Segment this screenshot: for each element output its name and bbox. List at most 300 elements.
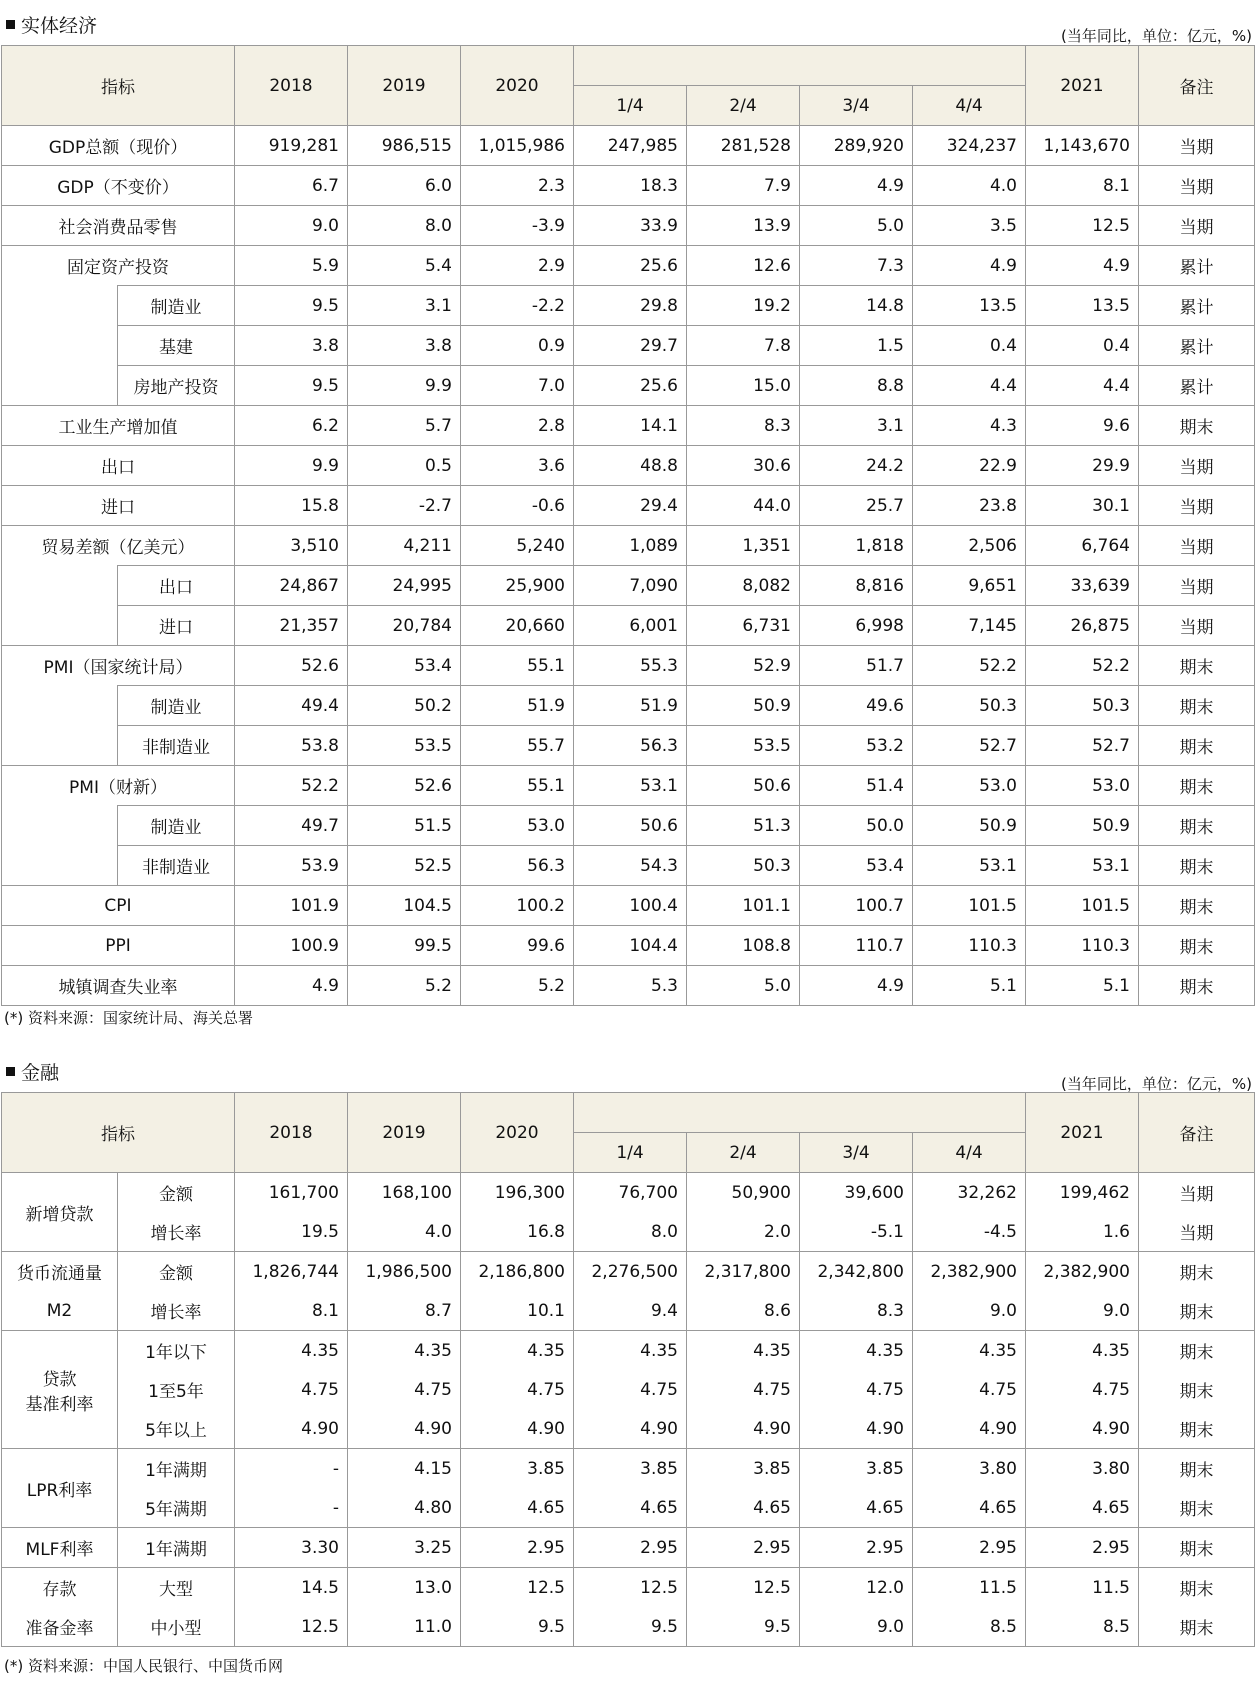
value-cell: 53.4: [800, 846, 913, 886]
value-cell: 4.75: [913, 1370, 1026, 1409]
value-cell: 76,700: [574, 1173, 687, 1213]
value-cell: 0.4: [913, 326, 1026, 366]
value-cell: 14.1: [574, 406, 687, 446]
value-cell: 3.1: [800, 406, 913, 446]
value-cell: 53.0: [1026, 766, 1139, 806]
value-cell: 196,300: [461, 1173, 574, 1213]
value-cell: 4.4: [1026, 366, 1139, 406]
value-cell: 29.8: [574, 286, 687, 326]
value-cell: 3.8: [348, 326, 461, 366]
note-cell: 期末: [1139, 406, 1255, 446]
table-row: [2, 1607, 1255, 1647]
value-cell: 14.5: [235, 1568, 348, 1608]
indent-cell: [2, 846, 118, 886]
note-cell: 累计: [1139, 246, 1255, 286]
value-cell: 2,342,800: [800, 1252, 913, 1292]
section-title-text: 金融: [21, 1062, 60, 1084]
row-sub-label: 金额: [118, 1173, 235, 1213]
note-cell: 期末: [1139, 1291, 1255, 1331]
value-cell: 247,985: [574, 126, 687, 166]
value-cell: 5.2: [348, 966, 461, 1006]
value-cell: 4.80: [348, 1488, 461, 1528]
value-cell: 50.2: [348, 686, 461, 726]
value-cell: 1,089: [574, 526, 687, 566]
value-cell: 9.0: [235, 206, 348, 246]
row-sub-label: 1年满期: [118, 1449, 235, 1489]
value-cell: 6.7: [235, 166, 348, 206]
value-cell: 12.6: [687, 246, 800, 286]
value-cell: 51.7: [800, 646, 913, 686]
value-cell: 4.9: [913, 246, 1026, 286]
row-label: PMI（财新）: [2, 766, 235, 806]
value-cell: 289,920: [800, 126, 913, 166]
value-cell: 54.3: [574, 846, 687, 886]
value-cell: 8.1: [1026, 166, 1139, 206]
value-cell: 5.0: [687, 966, 800, 1006]
table-row: [2, 126, 1255, 166]
value-cell: 9.9: [235, 446, 348, 486]
value-cell: 5.7: [348, 406, 461, 446]
table-row: [2, 926, 1255, 966]
header-indicator: 指标: [2, 46, 235, 126]
value-cell: 110.7: [800, 926, 913, 966]
note-cell: 当期: [1139, 606, 1255, 646]
value-cell: 51.3: [687, 806, 800, 846]
value-cell: 53.5: [348, 726, 461, 766]
table-row: [2, 1291, 1255, 1331]
value-cell: 4.35: [461, 1331, 574, 1371]
value-cell: 4.65: [913, 1488, 1026, 1528]
header-2021: 2021: [1026, 1093, 1139, 1173]
row-sub-label: 1至5年: [118, 1370, 235, 1409]
value-cell: 8,816: [800, 566, 913, 606]
value-cell: 2.9: [461, 246, 574, 286]
row-label: 固定资产投资: [2, 246, 235, 286]
value-cell: 56.3: [574, 726, 687, 766]
value-cell: 100.9: [235, 926, 348, 966]
value-cell: 11.5: [913, 1568, 1026, 1608]
value-cell: 49.6: [800, 686, 913, 726]
group-label-line: 准备金率: [2, 1607, 118, 1647]
square-bullet-icon: [6, 1067, 15, 1076]
table-row: [2, 206, 1255, 246]
note-cell: 期末: [1139, 726, 1255, 766]
value-cell: 2.95: [800, 1528, 913, 1568]
value-cell: 44.0: [687, 486, 800, 526]
table-row: [2, 966, 1255, 1006]
value-cell: 13.5: [913, 286, 1026, 326]
value-cell: 9.5: [235, 286, 348, 326]
value-cell: 55.1: [461, 646, 574, 686]
row-label: 工业生产增加值: [2, 406, 235, 446]
value-cell: 101.5: [913, 886, 1026, 926]
value-cell: 33.9: [574, 206, 687, 246]
value-cell: 52.2: [913, 646, 1026, 686]
value-cell: 51.9: [461, 686, 574, 726]
value-cell: 4.35: [800, 1331, 913, 1371]
table-row: [2, 406, 1255, 446]
value-cell: -5.1: [800, 1212, 913, 1252]
value-cell: 281,528: [687, 126, 800, 166]
value-cell: 4.90: [687, 1409, 800, 1449]
header-q2: 2/4: [687, 86, 800, 126]
value-cell: 6.0: [348, 166, 461, 206]
value-cell: 2.8: [461, 406, 574, 446]
header-2020: 2020: [461, 46, 574, 126]
row-sub-label: 增长率: [118, 1291, 235, 1331]
value-cell: 4.9: [800, 966, 913, 1006]
value-cell: 25.7: [800, 486, 913, 526]
value-cell: 4.75: [461, 1370, 574, 1409]
value-cell: 11.5: [1026, 1568, 1139, 1608]
value-cell: 9.4: [574, 1291, 687, 1331]
note-cell: 期末: [1139, 1409, 1255, 1449]
row-sub-label: 5年满期: [118, 1488, 235, 1528]
header-quarter-span: [574, 1093, 1026, 1133]
note-cell: 当期: [1139, 526, 1255, 566]
value-cell: 50.3: [1026, 686, 1139, 726]
note-cell: 期末: [1139, 1331, 1255, 1371]
indent-cell: [2, 326, 118, 366]
value-cell: 4.35: [348, 1331, 461, 1371]
value-cell: 50.9: [687, 686, 800, 726]
value-cell: 4.9: [1026, 246, 1139, 286]
value-cell: 6,764: [1026, 526, 1139, 566]
value-cell: 104.4: [574, 926, 687, 966]
value-cell: 110.3: [913, 926, 1026, 966]
value-cell: 4.90: [235, 1409, 348, 1449]
note-cell: 期末: [1139, 886, 1255, 926]
value-cell: 13.0: [348, 1568, 461, 1608]
row-label: 贸易差额（亿美元）: [2, 526, 235, 566]
value-cell: 53.4: [348, 646, 461, 686]
value-cell: 100.7: [800, 886, 913, 926]
value-cell: 32,262: [913, 1173, 1026, 1213]
header-q3: 3/4: [800, 86, 913, 126]
value-cell: 3,510: [235, 526, 348, 566]
note-cell: 期末: [1139, 1528, 1255, 1568]
value-cell: -2.2: [461, 286, 574, 326]
table-row: [2, 1252, 1255, 1292]
value-cell: 11.0: [348, 1607, 461, 1647]
table-row: [2, 246, 1255, 286]
value-cell: 52.9: [687, 646, 800, 686]
value-cell: 52.7: [913, 726, 1026, 766]
value-cell: 9.5: [687, 1607, 800, 1647]
value-cell: 4.3: [913, 406, 1026, 446]
square-bullet-icon: [6, 20, 15, 29]
value-cell: 51.5: [348, 806, 461, 846]
note-cell: 期末: [1139, 686, 1255, 726]
value-cell: 1,351: [687, 526, 800, 566]
value-cell: 168,100: [348, 1173, 461, 1213]
value-cell: 23.8: [913, 486, 1026, 526]
table-row: [2, 446, 1255, 486]
group-label-line: 存款: [2, 1568, 118, 1608]
value-cell: 8.3: [687, 406, 800, 446]
value-cell: 99.6: [461, 926, 574, 966]
value-cell: 12.5: [461, 1568, 574, 1608]
group-label: [2, 1331, 118, 1449]
table-row: [2, 1409, 1255, 1449]
row-label: 出口: [2, 446, 235, 486]
value-cell: 7.0: [461, 366, 574, 406]
value-cell: 4.75: [800, 1370, 913, 1409]
value-cell: 2.95: [1026, 1528, 1139, 1568]
value-cell: 4.9: [235, 966, 348, 1006]
header-2019: 2019: [348, 1093, 461, 1173]
value-cell: 3.6: [461, 446, 574, 486]
value-cell: 53.9: [235, 846, 348, 886]
value-cell: 3.85: [800, 1449, 913, 1489]
note-cell: 当期: [1139, 126, 1255, 166]
value-cell: 6,001: [574, 606, 687, 646]
value-cell: 4.65: [574, 1488, 687, 1528]
row-sub-label: 制造业: [118, 286, 235, 326]
row-label: GDP总额（现价）: [2, 126, 235, 166]
value-cell: 21,357: [235, 606, 348, 646]
value-cell: 3.5: [913, 206, 1026, 246]
value-cell: 110.3: [1026, 926, 1139, 966]
value-cell: 4.0: [913, 166, 1026, 206]
header-2019: 2019: [348, 46, 461, 126]
value-cell: 5.3: [574, 966, 687, 1006]
value-cell: 3.30: [235, 1528, 348, 1568]
note-cell: 当期: [1139, 486, 1255, 526]
value-cell: 3.1: [348, 286, 461, 326]
value-cell: 9.5: [235, 366, 348, 406]
value-cell: 49.4: [235, 686, 348, 726]
value-cell: 2.95: [687, 1528, 800, 1568]
value-cell: 7.8: [687, 326, 800, 366]
value-cell: 19.2: [687, 286, 800, 326]
value-cell: 52.2: [235, 766, 348, 806]
note-cell: 期末: [1139, 1607, 1255, 1647]
value-cell: 919,281: [235, 126, 348, 166]
value-cell: 12.5: [687, 1568, 800, 1608]
row-sub-label: 进口: [118, 606, 235, 646]
value-cell: 24.2: [800, 446, 913, 486]
value-cell: 0.5: [348, 446, 461, 486]
value-cell: 25.6: [574, 366, 687, 406]
value-cell: 55.7: [461, 726, 574, 766]
value-cell: 50.3: [687, 846, 800, 886]
value-cell: 53.1: [1026, 846, 1139, 886]
value-cell: 50.9: [1026, 806, 1139, 846]
value-cell: -0.6: [461, 486, 574, 526]
value-cell: 8.6: [687, 1291, 800, 1331]
value-cell: 3.8: [235, 326, 348, 366]
value-cell: 53.0: [913, 766, 1026, 806]
value-cell: 4.65: [1026, 1488, 1139, 1528]
unit-note: (当年同比，单位：亿元，%): [1061, 27, 1252, 45]
table-row: [2, 526, 1255, 566]
value-cell: 20,784: [348, 606, 461, 646]
table-row: [2, 486, 1255, 526]
table-row: [2, 646, 1255, 686]
value-cell: 108.8: [687, 926, 800, 966]
value-cell: 1,826,744: [235, 1252, 348, 1292]
value-cell: 5,240: [461, 526, 574, 566]
table-row: [2, 1449, 1255, 1489]
row-label: CPI: [2, 886, 235, 926]
value-cell: 14.8: [800, 286, 913, 326]
value-cell: 9.6: [1026, 406, 1139, 446]
header-2020: 2020: [461, 1093, 574, 1173]
value-cell: -2.7: [348, 486, 461, 526]
value-cell: 4.90: [348, 1409, 461, 1449]
value-cell: 2,506: [913, 526, 1026, 566]
row-label: GDP（不变价）: [2, 166, 235, 206]
value-cell: 9.5: [574, 1607, 687, 1647]
header-q1: 1/4: [574, 1133, 687, 1173]
table-row: [2, 846, 1255, 886]
value-cell: 4.90: [1026, 1409, 1139, 1449]
header-quarter-span: [574, 46, 1026, 86]
value-cell: 324,237: [913, 126, 1026, 166]
value-cell: -: [235, 1449, 348, 1489]
header-q3: 3/4: [800, 1133, 913, 1173]
value-cell: 2,186,800: [461, 1252, 574, 1292]
value-cell: 4.15: [348, 1449, 461, 1489]
value-cell: 4.35: [913, 1331, 1026, 1371]
value-cell: 8.0: [348, 206, 461, 246]
value-cell: 986,515: [348, 126, 461, 166]
table-row: [2, 1370, 1255, 1409]
value-cell: 100.2: [461, 886, 574, 926]
value-cell: 13.9: [687, 206, 800, 246]
value-cell: 30.1: [1026, 486, 1139, 526]
row-sub-label: 1年以下: [118, 1331, 235, 1371]
value-cell: 8.5: [913, 1607, 1026, 1647]
note-cell: 期末: [1139, 1568, 1255, 1608]
value-cell: 25.6: [574, 246, 687, 286]
value-cell: 26,875: [1026, 606, 1139, 646]
finance-table: [1, 1092, 1255, 1647]
value-cell: 52.5: [348, 846, 461, 886]
value-cell: 9.9: [348, 366, 461, 406]
value-cell: 13.5: [1026, 286, 1139, 326]
row-sub-label: 制造业: [118, 806, 235, 846]
value-cell: 8.1: [235, 1291, 348, 1331]
note-cell: 当期: [1139, 446, 1255, 486]
header-2018: 2018: [235, 1093, 348, 1173]
value-cell: 52.7: [1026, 726, 1139, 766]
value-cell: 1,143,670: [1026, 126, 1139, 166]
value-cell: 53.1: [913, 846, 1026, 886]
note-cell: 期末: [1139, 926, 1255, 966]
header-q1: 1/4: [574, 86, 687, 126]
value-cell: 2.3: [461, 166, 574, 206]
value-cell: 52.6: [348, 766, 461, 806]
value-cell: 5.1: [913, 966, 1026, 1006]
note-cell: 当期: [1139, 566, 1255, 606]
row-sub-label: 制造业: [118, 686, 235, 726]
value-cell: 104.5: [348, 886, 461, 926]
value-cell: 2.0: [687, 1212, 800, 1252]
value-cell: 50.6: [687, 766, 800, 806]
value-cell: 3.85: [687, 1449, 800, 1489]
value-cell: 8.3: [800, 1291, 913, 1331]
indent-cell: [2, 566, 118, 606]
value-cell: 15.8: [235, 486, 348, 526]
value-cell: 199,462: [1026, 1173, 1139, 1213]
header-2018: 2018: [235, 46, 348, 126]
note-cell: 期末: [1139, 806, 1255, 846]
value-cell: 29.4: [574, 486, 687, 526]
source-note-1: (*) 资料来源：国家统计局、海关总署: [4, 1009, 253, 1027]
table-row: [2, 1173, 1255, 1213]
group-label-line: 货币流通量: [2, 1252, 118, 1292]
value-cell: 1,818: [800, 526, 913, 566]
value-cell: 5.1: [1026, 966, 1139, 1006]
value-cell: 19.5: [235, 1212, 348, 1252]
indent-cell: [2, 286, 118, 326]
table-row: [2, 1212, 1255, 1252]
value-cell: 4.35: [687, 1331, 800, 1371]
value-cell: 101.9: [235, 886, 348, 926]
value-cell: 6,998: [800, 606, 913, 646]
value-cell: 50.9: [913, 806, 1026, 846]
value-cell: 12.5: [1026, 206, 1139, 246]
value-cell: 52.2: [1026, 646, 1139, 686]
real-economy-table: [1, 45, 1255, 1006]
value-cell: 161,700: [235, 1173, 348, 1213]
value-cell: 8.0: [574, 1212, 687, 1252]
note-cell: 累计: [1139, 326, 1255, 366]
value-cell: 4.90: [913, 1409, 1026, 1449]
indent-cell: [2, 366, 118, 406]
value-cell: 9.5: [461, 1607, 574, 1647]
row-label: PMI（国家统计局）: [2, 646, 235, 686]
value-cell: 1,986,500: [348, 1252, 461, 1292]
value-cell: 4.65: [461, 1488, 574, 1528]
section-title-finance: [6, 1058, 59, 1085]
value-cell: 3.85: [461, 1449, 574, 1489]
value-cell: 3.80: [913, 1449, 1026, 1489]
table-row: [2, 686, 1255, 726]
value-cell: 16.8: [461, 1212, 574, 1252]
value-cell: -3.9: [461, 206, 574, 246]
value-cell: 12.5: [574, 1568, 687, 1608]
value-cell: 9.0: [1026, 1291, 1139, 1331]
value-cell: 53.5: [687, 726, 800, 766]
value-cell: 5.2: [461, 966, 574, 1006]
header-2021: 2021: [1026, 46, 1139, 126]
value-cell: 6.2: [235, 406, 348, 446]
value-cell: 2.95: [574, 1528, 687, 1568]
table-row: [2, 566, 1255, 606]
value-cell: 5.9: [235, 246, 348, 286]
value-cell: 24,995: [348, 566, 461, 606]
value-cell: 8,082: [687, 566, 800, 606]
value-cell: 7,090: [574, 566, 687, 606]
group-label: MLF利率: [2, 1528, 118, 1568]
value-cell: 4.9: [800, 166, 913, 206]
value-cell: 4.35: [574, 1331, 687, 1371]
row-sub-label: 房地产投资: [118, 366, 235, 406]
value-cell: 55.3: [574, 646, 687, 686]
value-cell: 52.6: [235, 646, 348, 686]
value-cell: 1.5: [800, 326, 913, 366]
table-row: [2, 286, 1255, 326]
note-cell: 当期: [1139, 1173, 1255, 1213]
value-cell: 50.0: [800, 806, 913, 846]
group-label-line: 基准利率: [25, 1394, 94, 1415]
value-cell: 51.9: [574, 686, 687, 726]
value-cell: 53.1: [574, 766, 687, 806]
note-cell: 累计: [1139, 366, 1255, 406]
